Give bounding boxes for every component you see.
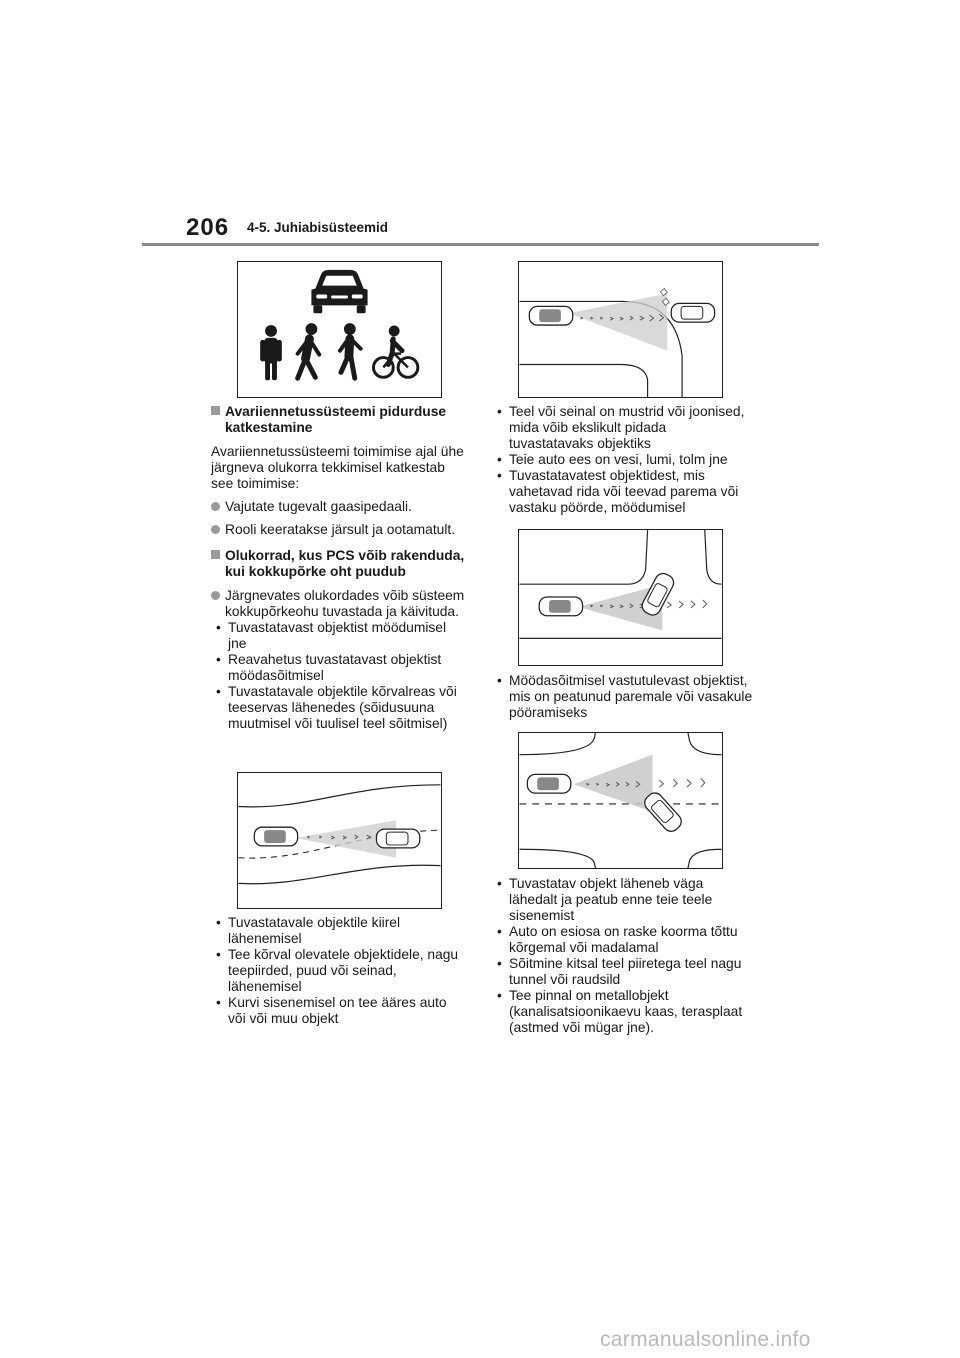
- target-vehicle-icon: [671, 303, 714, 322]
- own-vehicle-icon: [254, 827, 297, 846]
- bullet-list: [492, 673, 754, 721]
- paragraph-intro: Avariiennetussüsteemi toimimise ajal ühe järgneva olukorra tekkimisel katkestab see toimimise:: [211, 444, 464, 491]
- figure-curved-road: [237, 772, 442, 909]
- bullet-list: [492, 404, 754, 516]
- list-item: • Sõitmine kitsal teel piiretega teel nagu tunnel või raudsild: [492, 956, 754, 988]
- car-front-icon: [311, 270, 367, 313]
- right-column-top: [492, 404, 754, 516]
- list-item: • Möödasõitmisel vastutulevast objektist, mis on peatunud paremale või vasakule pööramiseks: [492, 673, 754, 721]
- own-vehicle-icon: [527, 774, 570, 793]
- square-bullet-icon: [211, 550, 220, 559]
- heading-pcs-cancel: Avariiennetussüsteemi pidurduse katkestamine: [211, 404, 467, 436]
- list-item: • Reavahetus tuvastatavast objektist möödasõitmisel: [211, 652, 467, 684]
- cyclist-icon: [373, 326, 417, 378]
- left-column-lower: [211, 915, 467, 1027]
- circle-bullet-icon: [211, 525, 220, 534]
- list-item: • Teel või seinal on mustrid või joonised, mida võib ekslikult pidada tuvastatavaks objektiks: [492, 404, 754, 452]
- figure-intersection-turn: [518, 261, 723, 398]
- circle-item: Järgnevates olukordades võib süsteem kokkupõrkeohu tuvastada ja käivituda.: [211, 588, 467, 620]
- square-bullet-icon: [211, 406, 220, 415]
- right-column-middle: [492, 673, 754, 721]
- circle-bullet-icon: [211, 502, 220, 511]
- left-column: [211, 404, 467, 732]
- right-column-bottom: [492, 876, 754, 1036]
- list-item: • Auto on esiosa on raske koorma tõttu kõrgemal või madalamal: [492, 924, 754, 956]
- bullet-list: [211, 915, 467, 1027]
- list-item: • Tee pinnal on metallobjekt (kanalisatsioonikaevu kaas, terasplaat (astmed või mügar jne).: [492, 988, 754, 1036]
- bullet-list: [492, 876, 754, 1036]
- pedestrian-walking-icon: [298, 323, 320, 378]
- figure-crossing-turn: [518, 529, 723, 666]
- list-item: • Kurvi sisenemisel on tee ääres auto või või muu objekt: [211, 995, 467, 1027]
- list-item: • Tuvastatavale objektile kõrvalreas või teeservas lähenedes (sõidusuuna muutmisel või tuulisel teel sõitmisel): [211, 684, 467, 732]
- watermark: carmanualsonline.info: [600, 1328, 811, 1351]
- circle-item: Vajutate tugevalt gaasipedaali.: [211, 499, 467, 515]
- circle-item: Rooli keeratakse järsult ja ootamatult.: [211, 522, 467, 538]
- list-item: • Tuvastatavatest objektidest, mis vahetavad rida või teevad parema või vastaku pöörde, möödumisel: [492, 468, 754, 516]
- header-rule: [142, 243, 819, 246]
- target-vehicle-icon: [642, 790, 685, 835]
- figure-oncoming-stopped: [518, 732, 723, 869]
- figure-detectable-objects: [237, 261, 442, 398]
- child-running-icon: [340, 323, 361, 378]
- list-item: • Tuvastatav objekt läheneb väga lähedalt ja peatub enne teie teele sisenemist: [492, 876, 754, 924]
- section-title: 4-5. Juhiabisüsteemid: [247, 220, 389, 235]
- pedestrian-standing-icon: [260, 325, 282, 380]
- list-item: • Tuvastatavast objektist möödumisel jne: [211, 620, 467, 652]
- heading-false-activation: Olukorrad, kus PCS võib rakenduda, kui kokkupõrke oht puudub: [211, 548, 467, 580]
- list-item: • Teie auto ees on vesi, lumi, tolm jne: [492, 452, 754, 468]
- bullet-list: [211, 620, 467, 732]
- own-vehicle-icon: [539, 597, 582, 616]
- list-item: • Tee kõrval olevatele objektidele, nagu teepiirded, puud või seinad, lähenemisel: [211, 947, 467, 995]
- page-number: 206: [186, 214, 230, 241]
- target-vehicle-icon: [376, 829, 419, 848]
- own-vehicle-icon: [529, 306, 572, 325]
- circle-bullet-icon: [211, 591, 220, 600]
- list-item: • Tuvastatavale objektile kiirel lähenemisel: [211, 915, 467, 947]
